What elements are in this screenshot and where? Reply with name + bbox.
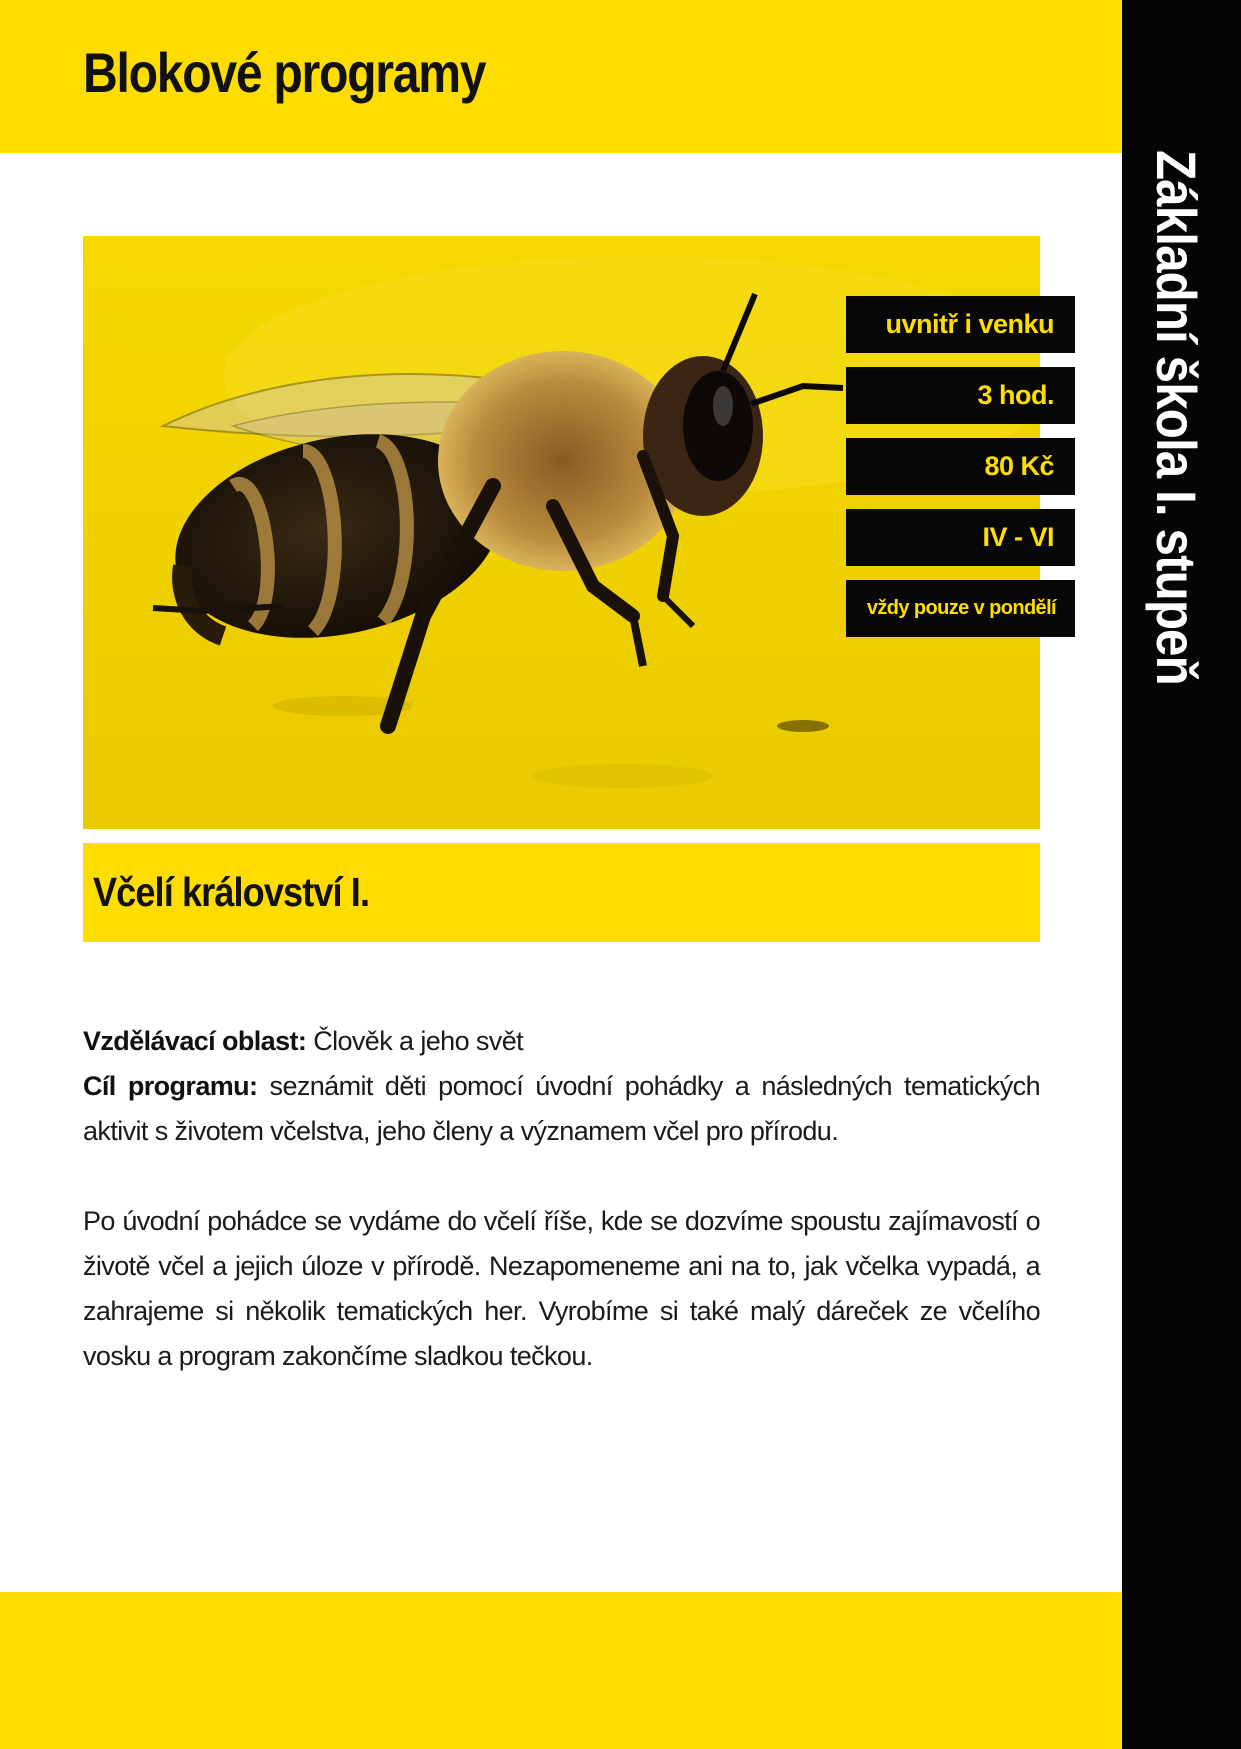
page-title: Blokové programy [83,41,486,104]
program-info-tags [846,296,1075,651]
side-label: Základní škola I. stupeň [1145,150,1208,685]
schedule-tag: vždy pouze v pondělí [846,580,1075,637]
program-goal [83,1064,1040,1154]
program-goal-value: seznámit děti pomocí úvodní pohádky a následných tematických aktivit s životem včelstva, jeho členy a významem včel pro přírodu. [83,1071,1040,1146]
description-paragraph: Po úvodní pohádce se vydáme do včelí říše, kde se dozvíme spoustu zajímavostí o životě včel a jejich úloze v přírodě. Nezapomeneme ani na to, jak včelka vypadá, a zahrajeme si několik tematických her. Vyrobíme si také malý dáreček ze včelího vosku a program zakončíme sladkou tečkou. [83,1206,1040,1371]
footer-band [0,1592,1122,1749]
program-title: Včelí království I. [93,869,370,915]
location-tag: uvnitř i venku [846,296,1075,353]
education-area-value: Člověk a jeho svět [306,1026,524,1056]
program-description [83,1019,1040,1379]
price-tag: 80 Kč [846,438,1075,495]
grade-tag: IV - VI [846,509,1075,566]
program-goal-label: Cíl programu: [83,1071,258,1101]
education-area [83,1019,1040,1064]
program-title-band [83,843,1040,942]
duration-tag: 3 hod. [846,367,1075,424]
education-area-label: Vzdělávací oblast: [83,1026,307,1056]
